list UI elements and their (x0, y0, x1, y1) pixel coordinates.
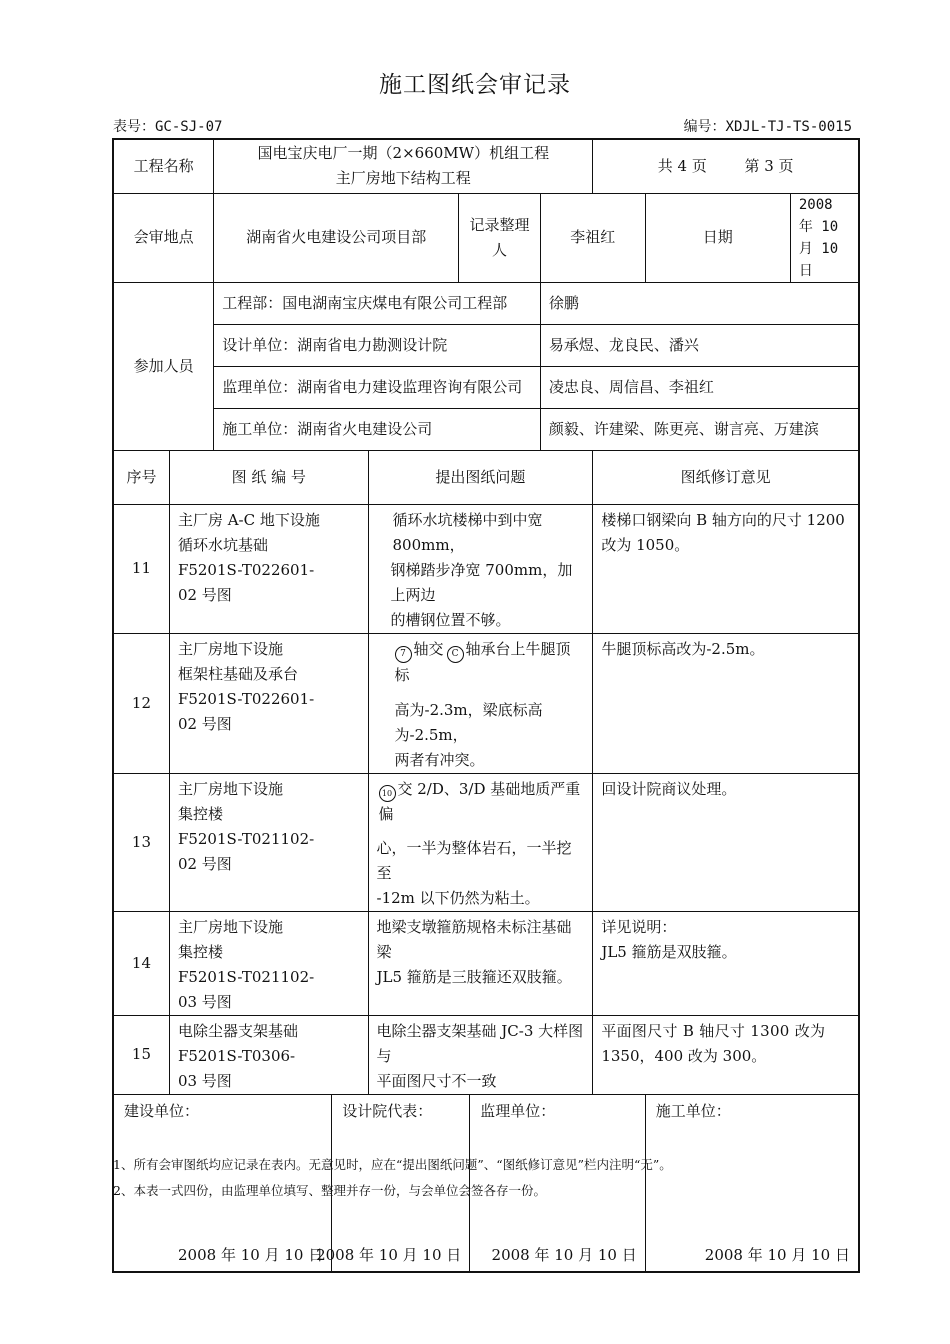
drawing-line: 主厂房 A-C 地下设施 (177, 510, 320, 529)
table-row (113, 1015, 859, 1094)
issue-line: 地梁支墩箍筋规格未标注基础梁 (376, 917, 572, 961)
note-2: 2、本表一式四份，由监理单位填写、整理并存一份，与会单位会签各存一份。 (113, 1183, 546, 1198)
axis-circle-icon: 7 (395, 646, 412, 663)
form-number: 表号：GC-SJ-07 (113, 119, 223, 135)
revision-line: 牛腿顶标高改为-2.5m。 (601, 639, 765, 658)
table-row (113, 504, 859, 633)
project-name-line2: 主厂房地下结构工程 (335, 169, 471, 188)
issue-text: 交 2/D、3/D 基础地质严重偏 (378, 779, 581, 823)
project-name-label: 工程名称 (113, 139, 214, 193)
row-number: 15 (113, 1015, 169, 1094)
issue-line (395, 637, 585, 688)
participant-unit-2: 设计单位：湖南省电力勘测设计院 (214, 324, 541, 366)
revision-opinion (593, 504, 859, 633)
issue-line: JL5 箍筋是三肢箍还双肢箍。 (376, 967, 572, 986)
drawing-line: 循环水坑基础 (177, 535, 268, 554)
drawing-line: 主厂房地下设施 (177, 639, 283, 658)
drawing-line: 02 号图 (177, 714, 232, 733)
drawing-issue (368, 911, 593, 1015)
drawing-line: 主厂房地下设施 (177, 917, 283, 936)
drawing-number (169, 1015, 368, 1094)
revision-opinion (593, 911, 859, 1015)
revision-line: 平面图尺寸 B 轴尺寸 1300 改为 (601, 1021, 826, 1040)
drawing-line: F5201S-T0306- (177, 1046, 296, 1065)
issue-text: 轴承台上牛腿顶标 (394, 639, 571, 684)
issue-line: 的槽钢位置不够。 (390, 610, 511, 629)
drawing-issue (368, 1015, 593, 1094)
drawing-line: 电除尘器支架基础 (177, 1021, 298, 1040)
signature-label: 设计院代表： (342, 1101, 433, 1120)
issue-line: 高为-2.3m，梁底标高为-2.5m， (394, 700, 543, 744)
project-name-value (214, 139, 593, 193)
revision-line: 1350，400 改为 300。 (601, 1046, 767, 1065)
date-label: 日期 (645, 193, 790, 282)
signature-label: 监理单位： (480, 1101, 556, 1120)
signature-date: 2008 年 10 月 10 日 (316, 1245, 462, 1264)
signature-date: 2008 年 10 月 10 日 (491, 1245, 637, 1264)
revision-line: 回设计院商议处理。 (601, 779, 737, 798)
page-info (593, 139, 859, 193)
issue-line: 电除尘器支架基础 JC-3 大样图与 (376, 1021, 584, 1065)
drawing-line: 框架柱基础及承台 (177, 664, 298, 683)
drawing-line: 集控楼 (177, 804, 223, 823)
row-number: 14 (113, 911, 169, 1015)
drawing-issue (368, 504, 593, 633)
revision-line: 楼梯口钢梁向 B 轴方向的尺寸 1200 (601, 510, 845, 529)
project-name-line1: 国电宝庆电厂一期（2×660MW）机组工程 (257, 144, 550, 163)
participants-label: 参加人员 (113, 282, 214, 450)
issue-text: 轴交 (413, 639, 444, 658)
revision-opinion (593, 773, 859, 911)
drawing-line: 集控楼 (177, 942, 223, 961)
drawing-issue (368, 773, 593, 911)
participant-people-4: 颜毅、许建梁、陈更亮、谢言亮、万建滨 (540, 408, 859, 450)
participant-people-1: 徐鹏 (540, 282, 859, 324)
col-header-issue: 提出图纸问题 (368, 450, 593, 504)
signature-label: 施工单位： (655, 1101, 731, 1120)
issue-line: 两者有冲突。 (394, 750, 485, 769)
drawing-line: F5201S-T021102- (177, 967, 315, 986)
issue-line: -12m 以下仍然为粘土。 (376, 888, 540, 907)
serial-number: 编号：XDJL-TJ-TS-0015 (683, 119, 852, 135)
drawing-number (169, 504, 368, 633)
participant-people-3: 凌忠良、周信昌、李祖红 (540, 366, 859, 408)
row-number: 13 (113, 773, 169, 911)
signature-date: 2008 年 10 月 10 日 (178, 1245, 324, 1264)
review-place-label: 会审地点 (113, 193, 214, 282)
drawing-number (169, 633, 368, 773)
drawing-line: F5201S-T022601- (177, 689, 315, 708)
participant-unit-3: 监理单位：湖南省电力建设监理咨询有限公司 (214, 366, 541, 408)
axis-circle-icon: C (447, 646, 464, 663)
issue-line: 循环水坑楼梯中到中宽 800mm， (392, 510, 543, 554)
table-row (113, 773, 859, 911)
recorder-label: 记录整理人 (459, 193, 541, 282)
revision-opinion (593, 1015, 859, 1094)
signature-label: 建设单位： (124, 1101, 200, 1120)
pages-total: 共 4 页 (657, 156, 707, 175)
note-1: 1、所有会审图纸均应记录在表内。无意见时，应在“提出图纸问题”、“图纸修订意见”栏内注明“无”。 (113, 1157, 672, 1172)
revision-line: 改为 1050。 (601, 535, 690, 554)
axis-circle-icon: 10 (379, 785, 396, 802)
issue-line: 平面图尺寸不一致 (376, 1071, 497, 1090)
document-title: 施工图纸会审记录 (379, 72, 571, 98)
issue-line: 钢梯踏步净宽 700mm，加上两边 (390, 560, 573, 604)
drawing-issue (368, 633, 593, 773)
participant-unit-4: 施工单位：湖南省火电建设公司 (214, 408, 541, 450)
participant-unit-1: 工程部：国电湖南宝庆煤电有限公司工程部 (214, 282, 541, 324)
row-number: 11 (113, 504, 169, 633)
table-row (113, 911, 859, 1015)
drawing-number (169, 773, 368, 911)
drawing-line: F5201S-T022601- (177, 560, 315, 579)
revision-opinion (593, 633, 859, 773)
signature-construction (645, 1094, 859, 1272)
col-header-drawing: 图 纸 编 号 (169, 450, 368, 504)
signature-date: 2008 年 10 月 10 日 (704, 1245, 850, 1264)
drawing-line: 02 号图 (177, 854, 232, 873)
issue-line: 心，一半为整体岩石，一半挖至 (376, 838, 572, 882)
issue-line (379, 777, 585, 827)
date-value: 2008 年 10 月 10 日 (790, 193, 859, 282)
drawing-line: F5201S-T021102- (177, 829, 315, 848)
row-number: 12 (113, 633, 169, 773)
revision-line: 详见说明： (601, 917, 677, 936)
review-record-table (112, 138, 860, 1273)
revision-line: JL5 箍筋是双肢箍。 (601, 942, 737, 961)
col-header-no: 序号 (113, 450, 169, 504)
drawing-line: 主厂房地下设施 (177, 779, 283, 798)
participant-people-2: 易承煜、龙良民、潘兴 (540, 324, 859, 366)
drawing-line: 03 号图 (177, 992, 232, 1011)
drawing-number (169, 911, 368, 1015)
recorder-value: 李祖红 (540, 193, 645, 282)
drawing-line: 03 号图 (177, 1071, 232, 1090)
review-place-value: 湖南省火电建设公司项目部 (214, 193, 459, 282)
drawing-line: 02 号图 (177, 585, 232, 604)
col-header-revision: 图纸修订意见 (593, 450, 859, 504)
page-current: 第 3 页 (744, 156, 794, 175)
table-row (113, 633, 859, 773)
